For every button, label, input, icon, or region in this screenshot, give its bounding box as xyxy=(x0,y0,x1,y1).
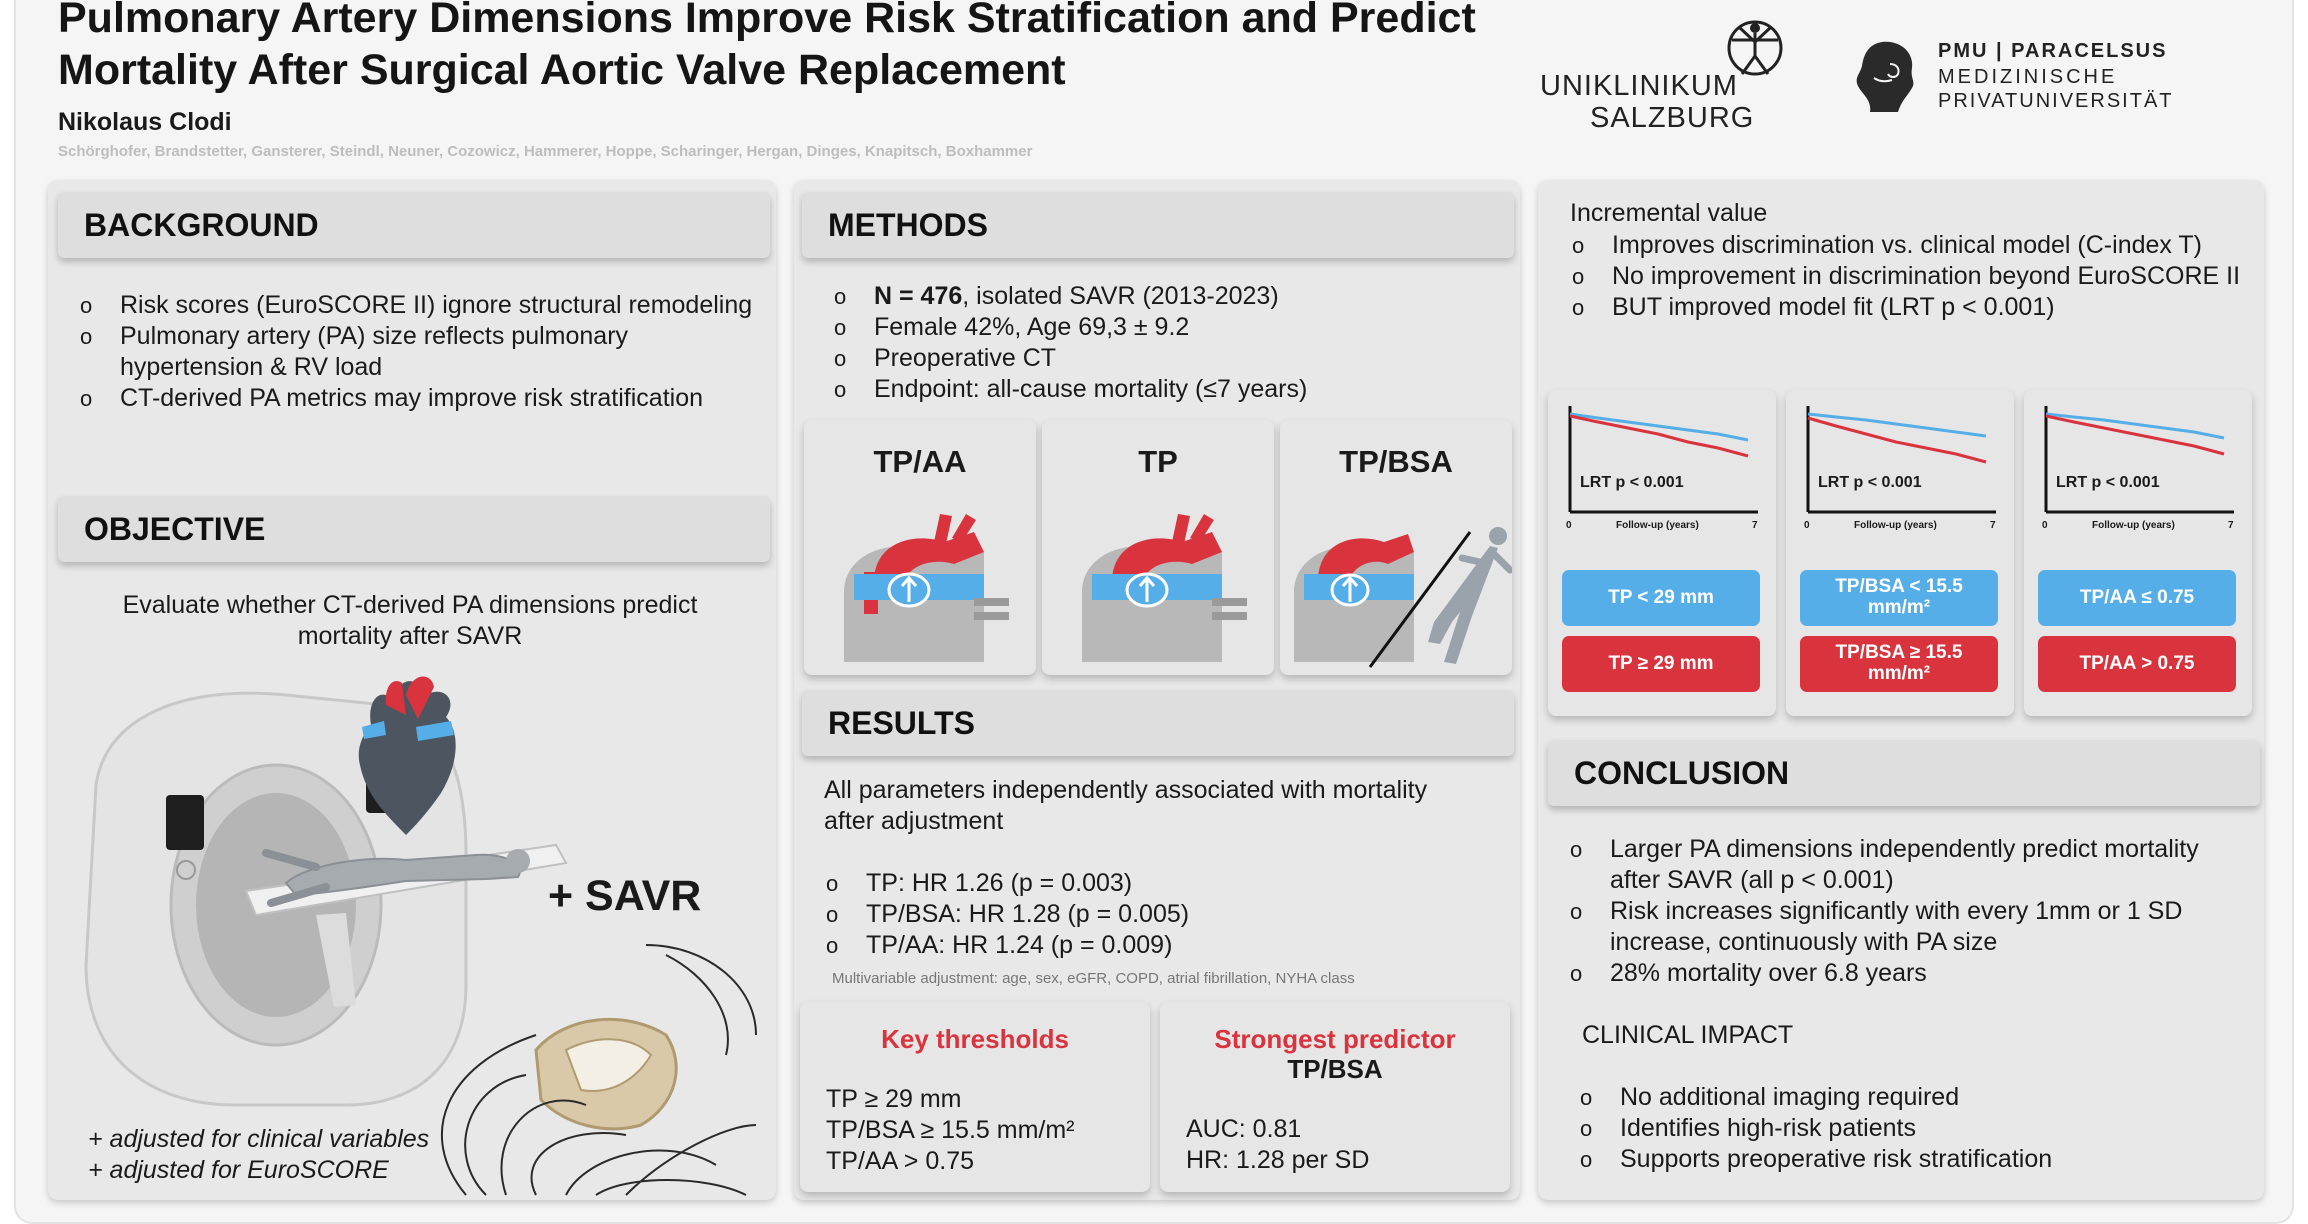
strongest-predictor-list xyxy=(1186,1114,1369,1176)
conclusion-heading: CONCLUSION xyxy=(1548,740,2260,806)
pmu-text-2: MEDIZINISCHE xyxy=(1938,66,2118,88)
uniklinikum-text-1: UNIKLINIKUM xyxy=(1540,70,1738,102)
impact-item: o Supports preoperative risk stratification xyxy=(1578,1144,2238,1175)
strongest-item: HR: 1.28 per SD xyxy=(1186,1146,1370,1174)
km-x1: 7 xyxy=(1990,520,1996,531)
heart-ct-illustration xyxy=(834,512,1014,662)
heart-ct-illustration xyxy=(1072,512,1252,662)
adjustment-note: Multivariable adjustment: age, sex, eGFR, COPD, atrial fibrillation, NYHA class xyxy=(832,970,1355,987)
km-lrt-label: LRT p < 0.001 xyxy=(2056,474,2160,491)
method-card-tp xyxy=(1042,420,1274,675)
incremental-list xyxy=(1570,230,2250,323)
threshold-list xyxy=(826,1084,1075,1177)
objective-heading: OBJECTIVE xyxy=(58,496,770,562)
savr-label: + SAVR xyxy=(548,872,702,920)
km-xlabel: Follow-up (years) xyxy=(1616,520,1699,531)
method-card-label: TP xyxy=(1138,444,1178,479)
km-x1: 7 xyxy=(1752,520,1758,531)
km-x0: 0 xyxy=(1566,520,1572,531)
heart-body-illustration xyxy=(1284,512,1512,672)
key-thresholds-box xyxy=(800,1002,1150,1192)
km-line-low xyxy=(1570,414,1748,440)
impact-item: o No additional imaging required xyxy=(1578,1082,2238,1113)
conclusion-item: o Risk increases significantly with every 1mm or 1 SD increase, continuously with PA size xyxy=(1568,896,2248,958)
km-card-tpaa xyxy=(2024,390,2252,716)
sample-description: , isolated SAVR (2013-2023) xyxy=(962,282,1279,310)
km-lrt-label: LRT p < 0.001 xyxy=(1580,474,1684,491)
results-item: o TP/AA: HR 1.24 (p = 0.009) xyxy=(824,930,1484,961)
km-curve-chart xyxy=(1796,402,2002,532)
uniklinikum-logo xyxy=(1540,18,1770,134)
pmu-logo xyxy=(1852,32,2212,122)
conclusion-list xyxy=(1568,834,2248,989)
methods-item: o Preoperative CT xyxy=(832,343,1502,374)
background-item: o Risk scores (EuroSCORE II) ignore structural remodeling xyxy=(78,290,758,321)
km-card-tp xyxy=(1548,390,1776,716)
incremental-value-title: Incremental value xyxy=(1570,199,1768,227)
ct-scanner-illustration xyxy=(66,655,766,1200)
poster-title: Pulmonary Artery Dimensions Improve Risk Stratification and Predict Mortality After Surgical Aortic Valve Replacement xyxy=(58,0,1476,94)
results-item: o TP/BSA: HR 1.28 (p = 0.005) xyxy=(824,899,1484,930)
incremental-item: o BUT improved model fit (LRT p < 0.001) xyxy=(1570,292,2250,323)
adjusted-euroscore: + adjusted for EuroSCORE xyxy=(88,1156,389,1184)
author-list: Schörghofer, Brandstetter, Gansterer, Steindl, Neuner, Cozowicz, Hammerer, Hoppe, Scharinger, Hergan, Dinges, Knapitsch, Boxhammer xyxy=(58,143,1033,160)
strongest-predictor-title: Strongest predictor xyxy=(1214,1024,1456,1054)
strongest-predictor-name: TP/BSA xyxy=(1287,1054,1383,1084)
methods-item: o Endpoint: all-cause mortality (≤7 years) xyxy=(832,374,1502,405)
methods-item: o Female 42%, Age 69,3 ± 9.2 xyxy=(832,312,1502,343)
strongest-predictor-box xyxy=(1160,1002,1510,1192)
results-list xyxy=(824,868,1484,961)
background-item: o Pulmonary artery (PA) size reflects pulmonary hypertension & RV load xyxy=(78,321,758,383)
km-card-tpbsa xyxy=(1786,390,2014,716)
pmu-text-3: PRIVATUNIVERSITÄT xyxy=(1938,90,2174,112)
threshold-item: TP ≥ 29 mm xyxy=(826,1085,962,1113)
clinical-impact-title: CLINICAL IMPACT xyxy=(1582,1021,1794,1049)
km-line-high xyxy=(2046,416,2224,454)
presenter-name: Nikolaus Clodi xyxy=(58,108,232,136)
sample-size: N = 476 xyxy=(874,282,963,310)
results-heading: RESULTS xyxy=(802,690,1514,756)
impact-item: o Identifies high-risk patients xyxy=(1578,1113,2238,1144)
key-thresholds-title: Key thresholds xyxy=(881,1024,1069,1054)
strongest-item: AUC: 0.81 xyxy=(1186,1115,1302,1143)
method-card-label: TP/BSA xyxy=(1339,444,1453,479)
threshold-item: TP/BSA ≥ 15.5 mm/m² xyxy=(826,1116,1075,1144)
km-curve-chart xyxy=(2034,402,2240,532)
methods-item xyxy=(832,281,1502,312)
incremental-item: o Improves discrimination vs. clinical model (C-index T) xyxy=(1570,230,2250,261)
background-item: o CT-derived PA metrics may improve risk stratification xyxy=(78,383,758,414)
threshold-item: TP/AA > 0.75 xyxy=(826,1147,975,1175)
km-high-group: TP/BSA ≥ 15.5 mm/m² xyxy=(1800,636,1998,692)
results-item: o TP: HR 1.26 (p = 0.003) xyxy=(824,868,1484,899)
km-low-group: TP/AA ≤ 0.75 xyxy=(2038,570,2236,626)
pmu-text-1: PMU | PARACELSUS xyxy=(1938,40,2168,62)
vitruvian-man-icon xyxy=(1720,18,1790,78)
conclusion-item: o 28% mortality over 6.8 years xyxy=(1568,958,2248,989)
km-xlabel: Follow-up (years) xyxy=(1854,520,1937,531)
km-high-group: TP ≥ 29 mm xyxy=(1562,636,1760,692)
background-list xyxy=(78,290,758,414)
method-card-label: TP/AA xyxy=(873,444,967,479)
methods-heading: METHODS xyxy=(802,192,1514,258)
km-high-group: TP/AA > 0.75 xyxy=(2038,636,2236,692)
uniklinikum-text-2: SALZBURG xyxy=(1590,102,1755,134)
km-low-group: TP < 29 mm xyxy=(1562,570,1760,626)
incremental-item: o No improvement in discrimination beyond EuroSCORE II xyxy=(1570,261,2250,292)
km-low-group: TP/BSA < 15.5 mm/m² xyxy=(1800,570,1998,626)
adjusted-clinical: + adjusted for clinical variables xyxy=(88,1125,430,1153)
km-x0: 0 xyxy=(1804,520,1810,531)
paracelsus-portrait-icon xyxy=(1852,38,1924,114)
methods-list xyxy=(832,281,1502,405)
km-xlabel: Follow-up (years) xyxy=(2092,520,2175,531)
km-lrt-label: LRT p < 0.001 xyxy=(1818,474,1922,491)
method-card-tpaa xyxy=(804,420,1036,675)
km-x0: 0 xyxy=(2042,520,2048,531)
objective-text: Evaluate whether CT-derived PA dimensions predict mortality after SAVR xyxy=(122,591,698,650)
background-heading: BACKGROUND xyxy=(58,192,770,258)
km-x1: 7 xyxy=(2228,520,2234,531)
results-intro: All parameters independently associated with mortality after adjustment xyxy=(824,776,1428,835)
km-curve-chart xyxy=(1558,402,1764,532)
clinical-impact-list xyxy=(1578,1082,2238,1175)
conclusion-item: o Larger PA dimensions independently predict mortality after SAVR (all p < 0.001) xyxy=(1568,834,2248,896)
method-card-tpbsa xyxy=(1280,420,1512,675)
